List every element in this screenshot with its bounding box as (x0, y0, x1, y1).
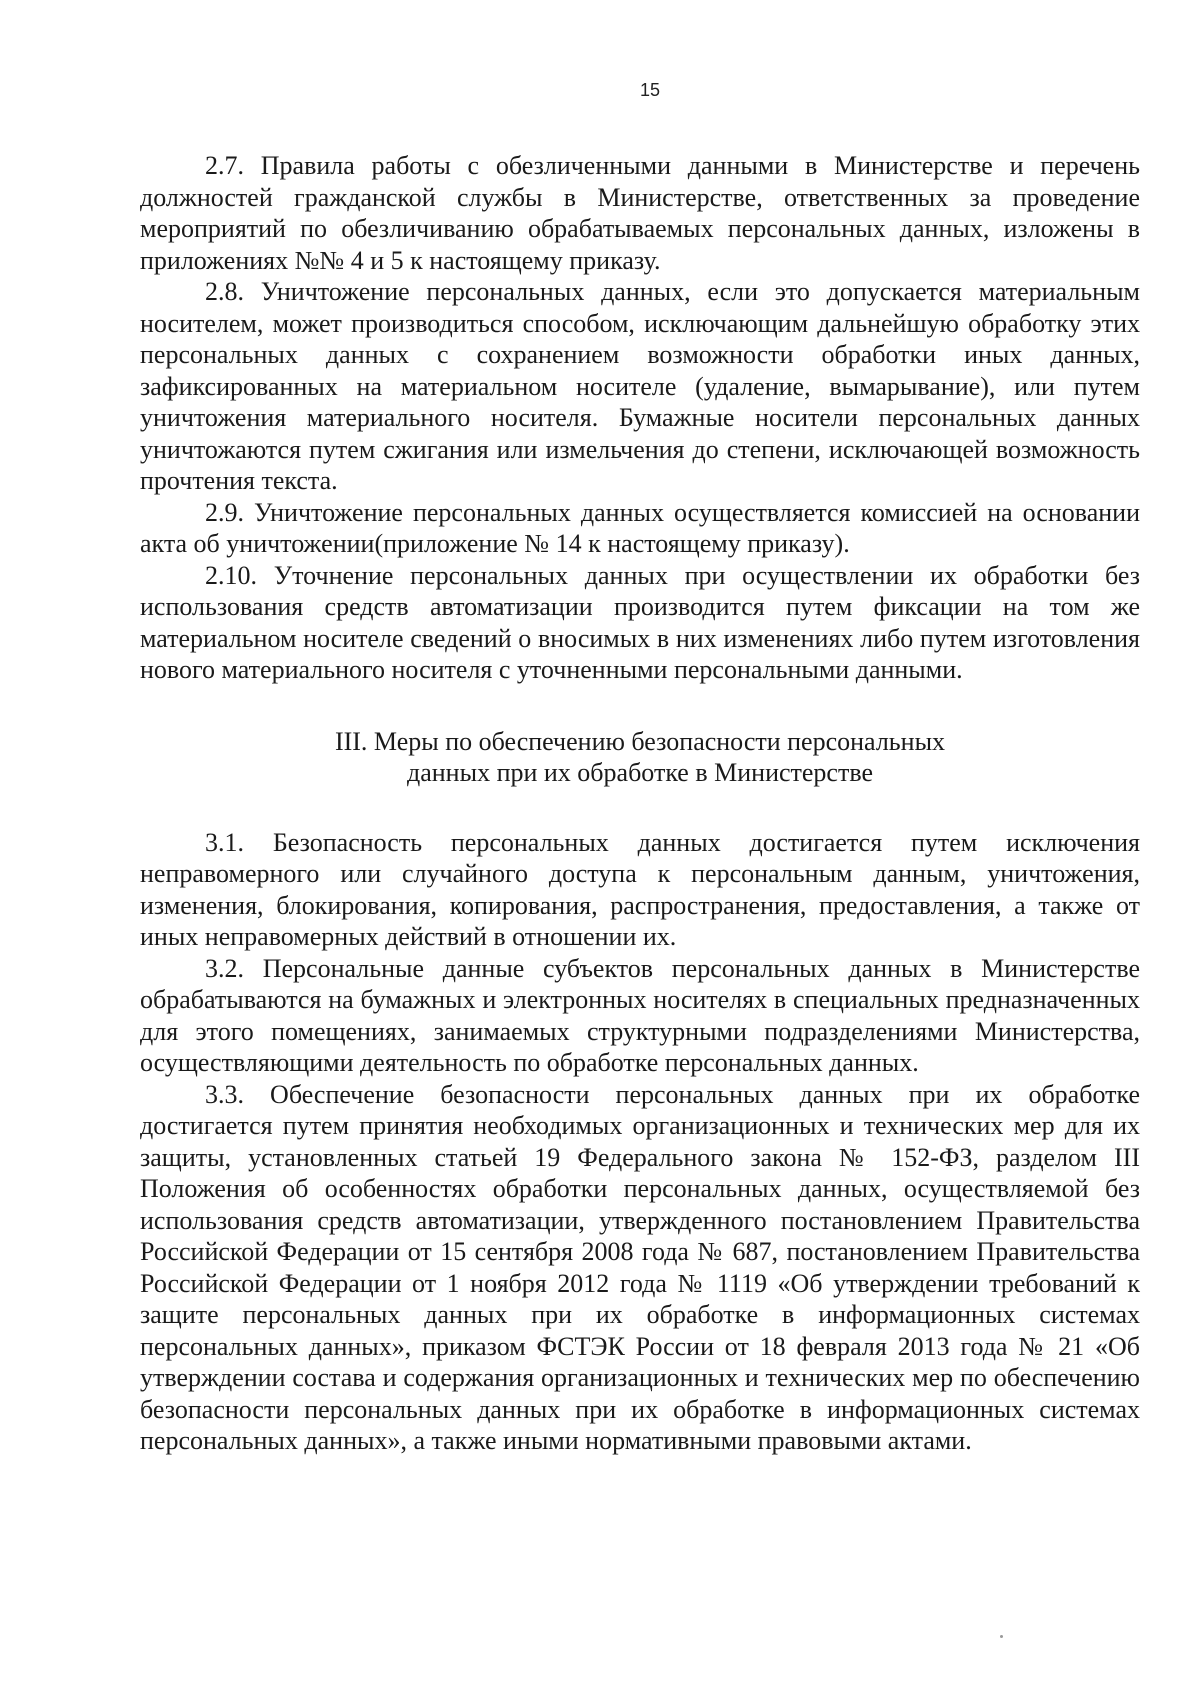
paragraph-3-2: 3.2. Персональные данные субъектов персональных данных в Министерстве обрабатываются на бумажных и электронных носителях в специальных предназначенных для этого помещениях, занимаемых структурными подразделениями Министерства, осуществляющими деятельность по обработке персональных данных. (140, 953, 1140, 1077)
document-body (140, 150, 1140, 1457)
paragraph-3-3: 3.3. Обеспечение безопасности персональных данных при их обработке достигается путем принятия необходимых организационных и технических мер для их защиты, установленных статьей 19 Федерального закона № 152-ФЗ, разделом III Положения об особенностях обработки персональных данных, осуществляемой без использования средств автоматизации, утвержденного постановлением Правительства Российской Федерации от 15 сентября 2008 года № 687, постановлением Правительства Российской Федерации от 1 ноября 2012 года № 1119 «Об утверждении требований к защите персональных данных при их обработке в информационных системах персональных данных», приказом ФСТЭК России от 18 февраля 2013 года № 21 «Об утверждении состава и содержания организационных и технических мер по обеспечению безопасности персональных данных при их обработке в информационных системах персональных данных», а также иными нормативными правовыми актами. (140, 1079, 1140, 1455)
section-heading-line-1: III. Меры по обеспечению безопасности персональных (334, 726, 946, 756)
scan-speck (1000, 1635, 1003, 1638)
paragraph-2-7: 2.7. Правила работы с обезличенными данными в Министерстве и перечень должностей гражданской службы в Министерстве, ответственных за проведение мероприятий по обезличиванию обрабатываемых персональных данных, изложены в приложениях №№ 4 и 5 к настоящему приказу. (140, 151, 1140, 275)
paragraph-3-1: 3.1. Безопасность персональных данных достигается путем исключения неправомерного или случайного доступа к персональным данным, уничтожения, изменения, блокирования, копирования, распространения, предоставления, а также от иных неправомерных действий в отношении их. (140, 827, 1140, 951)
section-heading-line-2: данных при их обработке в Министерстве (407, 758, 873, 787)
paragraph-2-8: 2.8. Уничтожение персональных данных, если это допускается материальным носителем, может производиться способом, исключающим дальнейшую обработку этих персональных данных с сохранением возможности обработки иных данных, зафиксированных на материальном носителе (удаление, вымарывание), или путем уничтожения материального носителя. Бумажные носители персональных данных уничтожаются путем сжигания или измельчения до степени, исключающей возможность прочтения текста. (140, 277, 1140, 495)
page-number: 15 (639, 80, 661, 100)
paragraph-2-9: 2.9. Уничтожение персональных данных осуществляется комиссией на основании акта об уничтожении(приложение № 14 к настоящему приказу). (140, 497, 1140, 558)
section-heading (140, 726, 1140, 789)
paragraph-2-10: 2.10. Уточнение персональных данных при осуществлении их обработки без использования средств автоматизации производится путем фиксации на том же материальном носителе сведений о вносимых в них изменениях либо путем изготовления нового материального носителя с уточненными персональными данными. (140, 560, 1140, 684)
